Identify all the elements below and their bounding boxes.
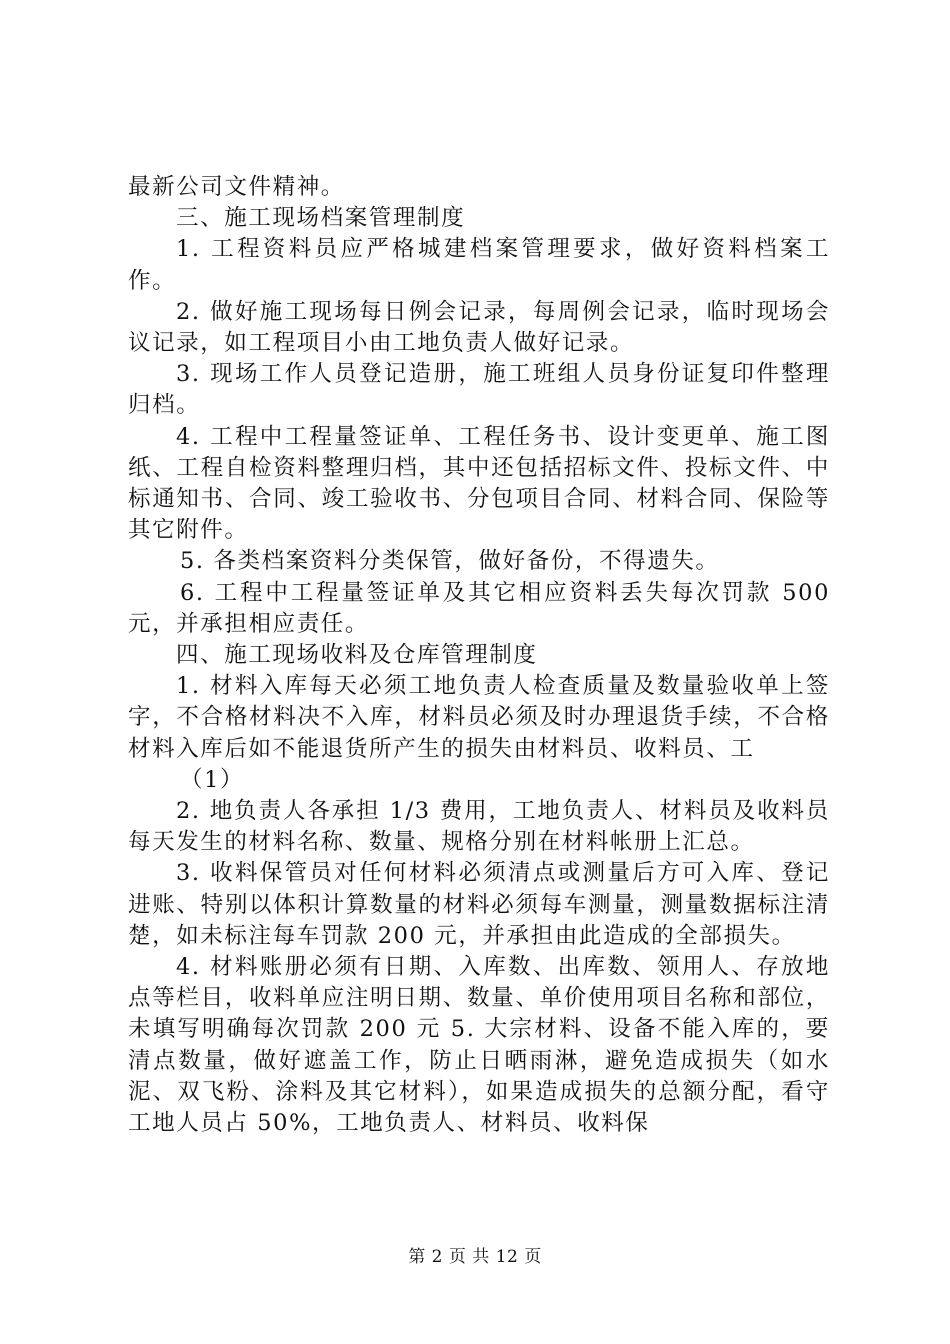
paragraph-archive-4: 4. 工程中工程量签证单、工程任务书、设计变更单、施工图纸、工程自检资料整理归档，其中还包括招标文件、投标文件、中标通知书、合同、竣工验收书、分包项目合同、材料合同、保险等其它附件。 (128, 423, 830, 544)
paragraph-continuation: 最新公司文件精神。 (128, 174, 345, 200)
paragraph-warehouse-1: 1. 材料入库每天必须工地负责人检查质量及数量验收单上签字，不合格材料决不入库，材料员必须及时办理退货手续，不合格材料入库后如不能退货所产生的损失由材料员、收料员、工 (128, 673, 830, 762)
paragraph-archive-5: 5. 各类档案资料分类保管，做好备份，不得遗失。 (180, 548, 720, 575)
paragraph-archive-3: 3. 现场工作人员登记造册，施工班组人员身份证复印件整理归档。 (128, 361, 830, 419)
page-number-label: 第 2 页 共 12 页 (408, 1247, 542, 1267)
paragraph-warehouse-4: 4. 材料账册必须有日期、入库数、出库数、领用人、存放地点等栏目，收料单应注明日期、数量、单价使用项目名称和部位，未填写明确每次罚款 200 元 5. 大宗材料、设备不能入库的，要清点数量，做好遮盖工作，防止日晒雨淋，避免造成损失（如水泥、双飞粉、涂料及其它材料），如果造成损失的总额分配，看守工地人员占 50%，工地负责人、材料员、收料保 (128, 954, 830, 1137)
section-heading-archive: 三、施工现场档案管理制度 (176, 205, 466, 232)
paragraph-archive-6: 6. 工程中工程量签证单及其它相应资料丢失每次罚款 500 元，并承担相应责任。 (128, 579, 830, 637)
paragraph-warehouse-3: 3. 收料保管员对任何材料必须清点或测量后方可入库、登记进账、特别以体积计算数量的材料必须每车测量，测量数据标注清楚，如未标注每车罚款 200 元，并承担由此造成的全部损失。 (128, 860, 830, 949)
paragraph-warehouse-2: 2. 地负责人各承担 1/3 费用，工地负责人、材料员及收料员每天发生的材料名称、数量、规格分别在材料帐册上汇总。 (128, 798, 830, 856)
document-body (128, 172, 830, 1139)
page-footer (0, 1242, 950, 1267)
paragraph-archive-2: 2. 做好施工现场每日例会记录，每周例会记录，临时现场会议记录，如工程项目小由工地负责人做好记录。 (128, 298, 830, 357)
paragraph-archive-1: 1. 工程资料员应严格城建档案管理要求，做好资料档案工作。 (128, 236, 830, 294)
paragraph-marker: （1） (180, 766, 245, 793)
section-heading-warehouse: 四、施工现场收料及仓库管理制度 (176, 642, 538, 669)
